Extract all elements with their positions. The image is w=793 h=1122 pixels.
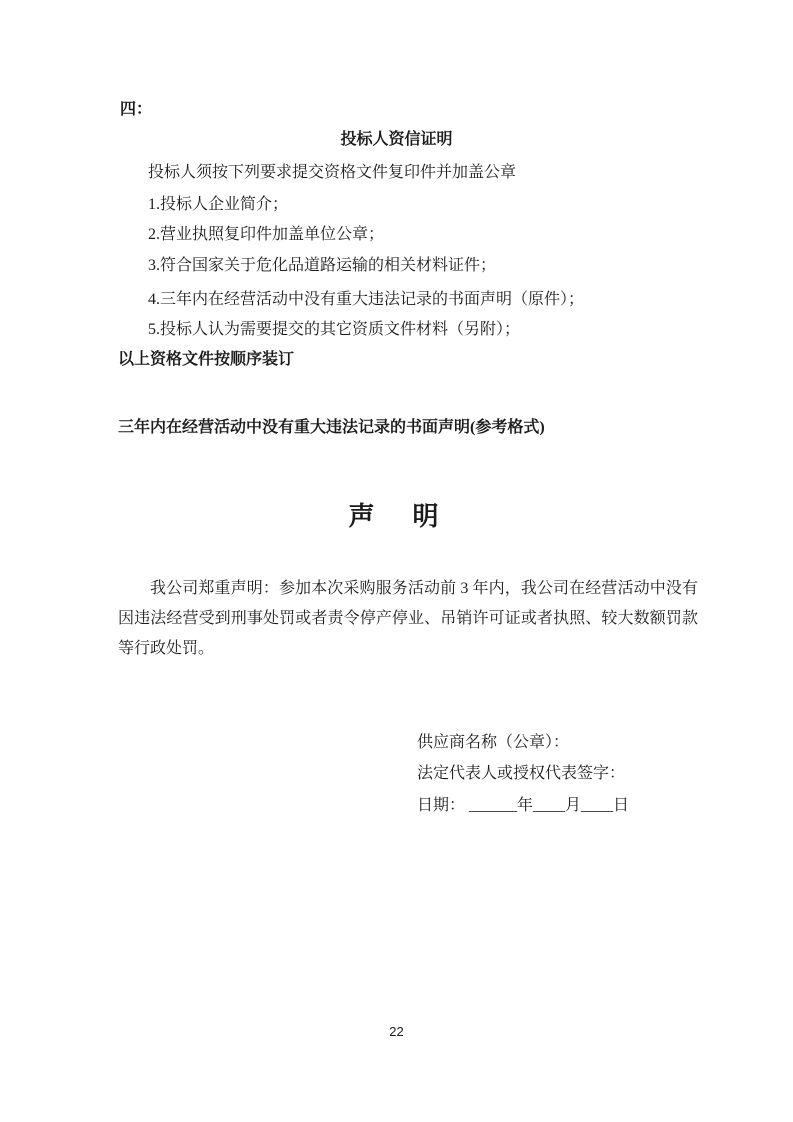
intro-line: 投标人须按下列要求提交资格文件复印件并加盖公章 [148,164,517,181]
representative-signature-line: 法定代表人或授权代表签字： [417,765,626,782]
section-number: 四： [120,101,153,118]
requirement-item-3: 3.符合国家关于危化品道路运输的相关材料证件； [148,257,497,274]
requirement-item-2: 2.营业执照复印件加盖单位公章； [148,226,385,243]
page-number: 22 [389,1024,404,1039]
requirement-item-1: 1.投标人企业简介； [148,196,289,213]
requirement-item-5: 5.投标人认为需要提交的其它资质文件材料（另附）； [148,321,521,338]
binding-note: 以上资格文件按顺序装订 [118,351,295,368]
supplier-name-line: 供应商名称（公章）： [417,734,570,751]
declaration-paragraph: 我公司郑重声明：参加本次采购服务活动前 3 年内，我公司在经营活动中没有因违法经营受到刑事处罚或者责令停产停业、吊销许可证或者执照、较大数额罚款等行政处罚。 [118,580,698,657]
date-line: 日期： ______年____月____日 [417,797,630,814]
declaration-title: 声 明 [348,502,445,531]
declaration-heading: 三年内在经营活动中没有重大违法记录的书面声明(参考格式) [118,419,545,436]
requirement-item-4: 4.三年内在经营活动中没有重大违法记录的书面声明（原件）； [148,291,585,308]
document-title: 投标人资信证明 [340,131,453,148]
